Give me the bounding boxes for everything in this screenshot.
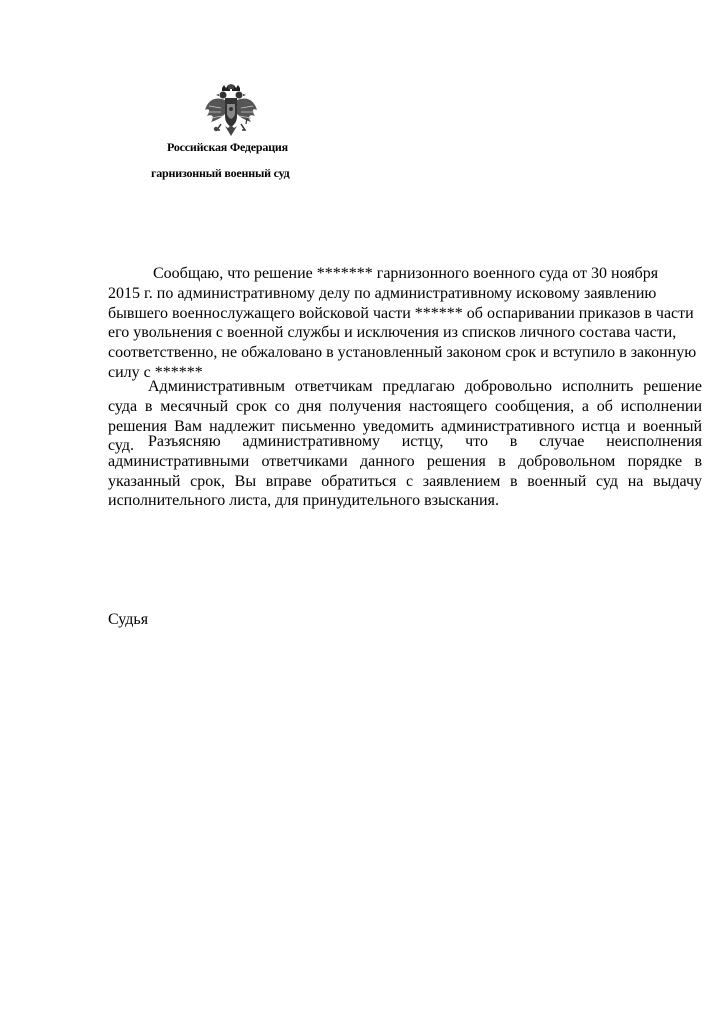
judge-signature-label: Судья <box>108 611 149 628</box>
org-name: Российская Федерация <box>167 140 288 154</box>
notice-paragraph-2: Административным ответчикам предлагаю добровольно исполнить решение суда в месячный срок со дня получения настоящего сообщения, а об исполнении решения Вам надлежит письменно уведомить административного истца и военный суд. <box>108 378 702 455</box>
coat-of-arms-icon <box>203 84 259 140</box>
notice-line: бывшего военнослужащего войсковой части ****** об оспаривании приказов в части <box>108 304 694 322</box>
notice-line: 2015 г. по административному делу по административному исковому заявлению <box>108 284 657 302</box>
notice-paragraph-1 <box>108 264 702 383</box>
notice-line: силу с ****** <box>108 363 203 381</box>
notice-line: Сообщаю, что решение ******* гарнизонного военного суда от 30 ноября <box>153 265 659 282</box>
notice-line: его увольнения с военной службы и исключения из списков личного состава части, <box>108 324 677 342</box>
notice-line: соответственно, не обжаловано в установленный законом срок и вступило в законную <box>108 344 697 362</box>
court-name: гарнизонный военный суд <box>151 166 290 180</box>
notice-paragraph-3: Разъясняю административному истцу, что в случае неисполнения административными ответчиками данного решения в добровольном порядке в указанный срок, Вы вправе обратиться с заявлением в военный суд на выдачу исполнительного листа, для принудительного взыскания. <box>108 433 702 510</box>
